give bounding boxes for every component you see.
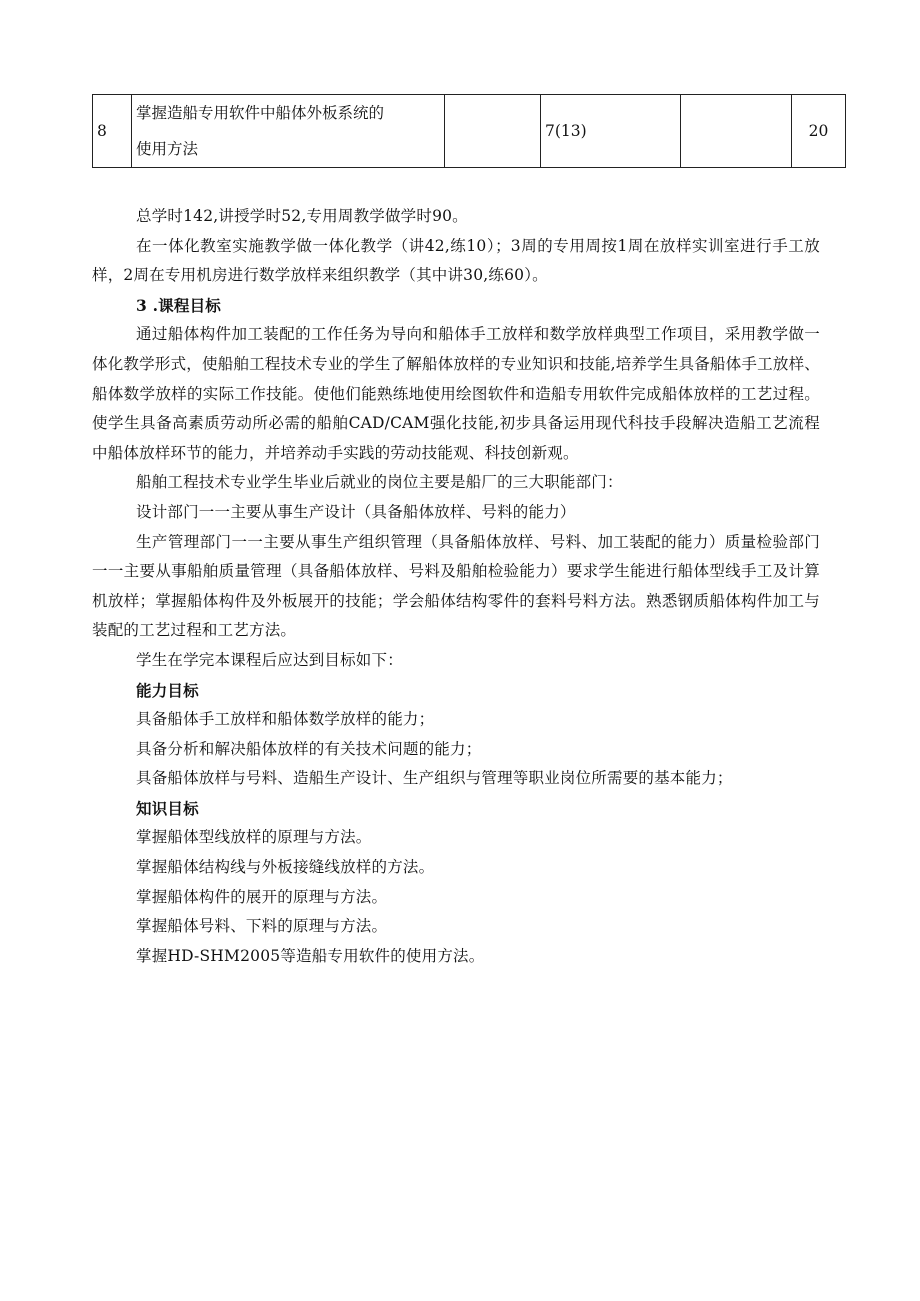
list-item: 掌握HD-SHM2005等造船专用软件的使用方法。 <box>136 946 485 965</box>
paragraph-production-dept: 生产管理部门一一主要从事生产组织管理（具备船体放样、号料、加工装配的能力）质量检验部门一一主要从事船舶质量管理（具备船体放样、号料及船舶检验能力）要求学生能进行船体型线手工及计算机放样；掌握船体构件及外板展开的技能；学会船体结构零件的套料号料方法。熟悉钢质船体构件加工与装配的工艺过程和工艺方法。 <box>92 532 820 640</box>
list-item: 掌握船体构件的展开的原理与方法。 <box>136 887 388 906</box>
paragraph-targets-intro: 学生在学完本课程后应达到目标如下： <box>136 650 403 669</box>
section-heading-course-goals: 3 .课程目标 <box>136 295 221 315</box>
list-item: 掌握船体型线放样的原理与方法。 <box>136 828 372 847</box>
list-item: 具备船体放样与号料、造船生产设计、生产组织与管理等职业岗位所需要的基本能力； <box>136 769 733 788</box>
row-content-line: 掌握造船专用软件中船体外板系统的 <box>136 104 385 122</box>
list-item: 具备船体手工放样和船体数学放样的能力； <box>136 710 435 729</box>
paragraph-course-goals: 通过船体构件加工装配的工作任务为导向和船体手工放样和数学放样典型工作项目，采用教学做一体化教学形式，使船舶工程技术专业的学生了解船体放样的专业知识和技能,培养学生具备船体手工放样、船体数学放样的实际工作技能。使他们能熟练地使用绘图软件和造船专用软件完成船体放样的工艺过程。使学生具备高素质劳动所必需的船舶CAD/CAM强化技能,初步具备运用现代科技手段解决造船工艺流程中船体放样环节的能力，并培养动手实践的劳动技能观、科技创新观。 <box>92 325 820 462</box>
row-content-cell <box>132 95 445 168</box>
course-hours-table <box>92 94 846 168</box>
heading-ability-goals: 能力目标 <box>136 680 199 700</box>
body-text <box>92 202 820 971</box>
list-item: 具备分析和解决船体放样的有关技术问题的能力； <box>136 739 482 758</box>
empty-cell <box>445 95 541 168</box>
table-row <box>93 95 846 168</box>
row-total-cell: 20 <box>792 95 846 168</box>
list-item: 掌握船体号料、下料的原理与方法。 <box>136 917 388 936</box>
paragraph-employment: 船舶工程技术专业学生毕业后就业的岗位主要是船厂的三大职能部门： <box>136 473 623 492</box>
heading-knowledge-goals: 知识目标 <box>136 798 199 818</box>
paragraph-teaching-arrangement: 在一体化教室实施教学做一体化教学（讲42,练10）；3周的专用周按1周在放样实训室进行手工放样，2周在专用机房进行数学放样来组织教学（其中讲30,练60）。 <box>92 236 820 285</box>
row-number-cell: 8 <box>93 95 132 168</box>
paragraph-total-hours: 总学时142,讲授学时52,专用周教学做学时90。 <box>136 207 468 225</box>
empty-cell <box>681 95 792 168</box>
paragraph-design-dept: 设计部门一一主要从事生产设计（具备船体放样、号料的能力） <box>136 502 576 521</box>
list-item: 掌握船体结构线与外板接缝线放样的方法。 <box>136 858 435 877</box>
row-hours-cell: 7(13) <box>541 95 681 168</box>
row-content-line: 使用方法 <box>136 140 199 158</box>
